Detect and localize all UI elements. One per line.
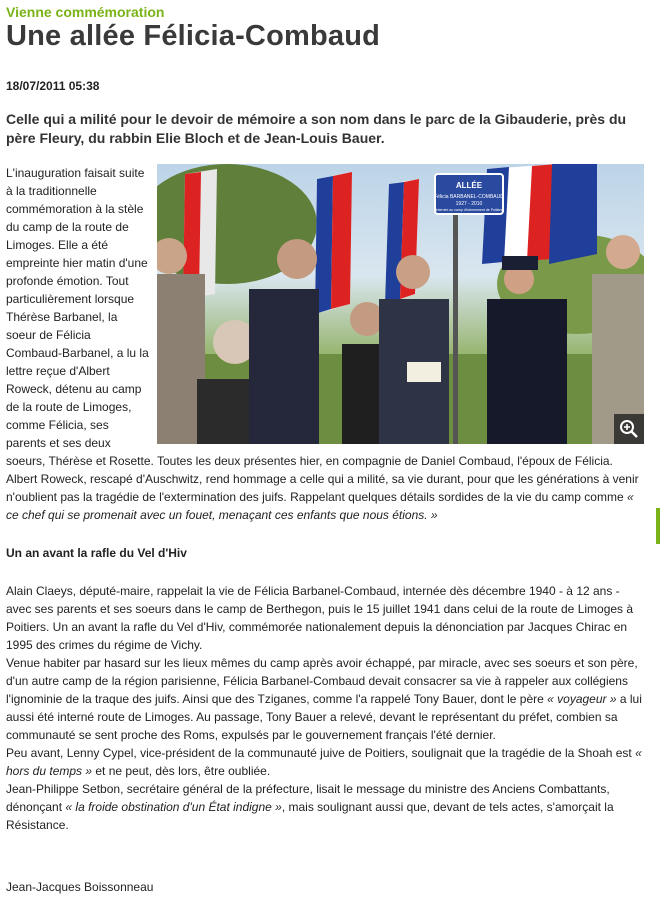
zoom-button[interactable]: [614, 414, 644, 444]
paragraph-bauer: [6, 654, 644, 744]
magnifier-plus-icon: [619, 419, 639, 439]
paragraph-roweck-text: Albert Roweck, rescapé d'Auschwitz, rend hommage a celle qui a milité, sa vie durant, pour que les générations à venir n'oublient pas la tragédie de l'extermination des juifs. Rappelant quelques détails sordides de la vie du camp comme: [6, 472, 639, 504]
paragraph-intro: L'inauguration faisait suite à la traditionnelle commémoration à la stèle du camp de la route de Limoges. Elle a été empreinte hier matin d'une profonde émotion. Tout particulièrement lorsque Thérèse Barbanel, la soeur de Félicia Combaud-Barbanel, a lu la lettre reçue d'Albert Roweck, détenu au camp de la route de Limoges, comme Félicia, ses parents et ses deux soeurs, Thérèse et Rosette. Toutes les deux présentes hier, en compagnie de Daniel Combaud, l'époux de Félicia.: [6, 166, 613, 468]
article-body: [6, 164, 644, 834]
article-title: Une allée Félicia-Combaud: [6, 20, 381, 52]
article-photo[interactable]: [157, 164, 644, 444]
article-lead: Celle qui a milité pour le devoir de mémoire a son nom dans le parc de la Gibauderie, près du père Fleury, du rabbin Elie Bloch et de Jean-Louis Bauer.: [6, 111, 627, 146]
quote-whip: « ce chef qui se promenait avec un fouet, menaçant ces enfants que nous étions. »: [6, 490, 634, 522]
sign-note: Internée au camp d'internement de Poitiers: [435, 208, 503, 212]
paragraph-claeys: Alain Claeys, député-maire, rappelait la vie de Félicia Barbanel-Combaud, internée dès décembre 1940 - à 12 ans - avec ses parents et ses soeurs dans le camp de Berthegon, puis le 15 juillet 1941 dans celui de la route de Limoges à Poitiers. Un an avant la rafle du Vel d'Hiv, commémorée nationalement depuis la dénonciation par Jacques Chirac en 1995 des crimes du régime de Vichy.: [6, 584, 634, 652]
quote-hors-du-temps: « hors du temps »: [6, 746, 642, 778]
paragraph-cypel-text-b: et ne peut, dès lors, être oubliée.: [92, 764, 271, 778]
sign-name: Félicia BARBANEL-COMBAUD: [434, 194, 504, 200]
paragraph-setbon-text-b: , mais soulignant aussi que, devant de tels actes, s'amorçait la Résistance.: [6, 800, 614, 832]
paragraph-cypel: [6, 744, 644, 780]
ceremony-photo-illustration: [157, 164, 644, 444]
paragraph-setbon-text-a: Jean-Philippe Setbon, secrétaire général de la préfecture, lisait le message du ministre des Anciens Combattants, dénonçant: [6, 782, 610, 814]
paragraph-bauer-text-a: Venue habiter par hasard sur les lieux mêmes du camp après avoir échappé, par miracle, avec ses soeurs et son père, d'un autre camp de la région parisienne, Félicia Barbanel-Combaud devait consacrer sa vie à rappeler aux collégiens l'ignominie de la traque des juifs. Ainsi que des Tziganes, comme l'a rappelé Tony Bauer, dont le père: [6, 656, 638, 706]
paragraph-roweck: [6, 470, 644, 524]
quote-voyageur: « voyageur »: [547, 692, 617, 706]
author-signature: Jean-Jacques Boissonneau: [6, 880, 154, 894]
paragraph-cypel-text-a: Peu avant, Lenny Cypel, vice-président de la communauté juive de Poitiers, soulignait que la tragédie de la Shoah est: [6, 746, 636, 760]
rubric-label: Vienne commémoration: [6, 4, 165, 20]
sign-title: ALLÉE: [455, 181, 483, 190]
article-date: 18/07/2011 05:38: [6, 79, 100, 93]
sign-years: 1927 - 2010: [455, 201, 483, 207]
quote-etat-indigne: « la froide obstination d'un État indigne »: [65, 800, 282, 814]
paragraph-setbon: [6, 780, 644, 834]
scroll-accent-marker: [656, 508, 660, 544]
paragraph-bauer-text-b: a lui aussi été interné route de Limoges. Au passage, Tony Bauer a relevé, devant le représentant du préfet, combien sa communauté se sent proche des Roms, expulsés par le gouvernement français l'été dernier.: [6, 692, 642, 742]
subheading: Un an avant la rafle du Vel d'Hiv: [6, 546, 187, 560]
